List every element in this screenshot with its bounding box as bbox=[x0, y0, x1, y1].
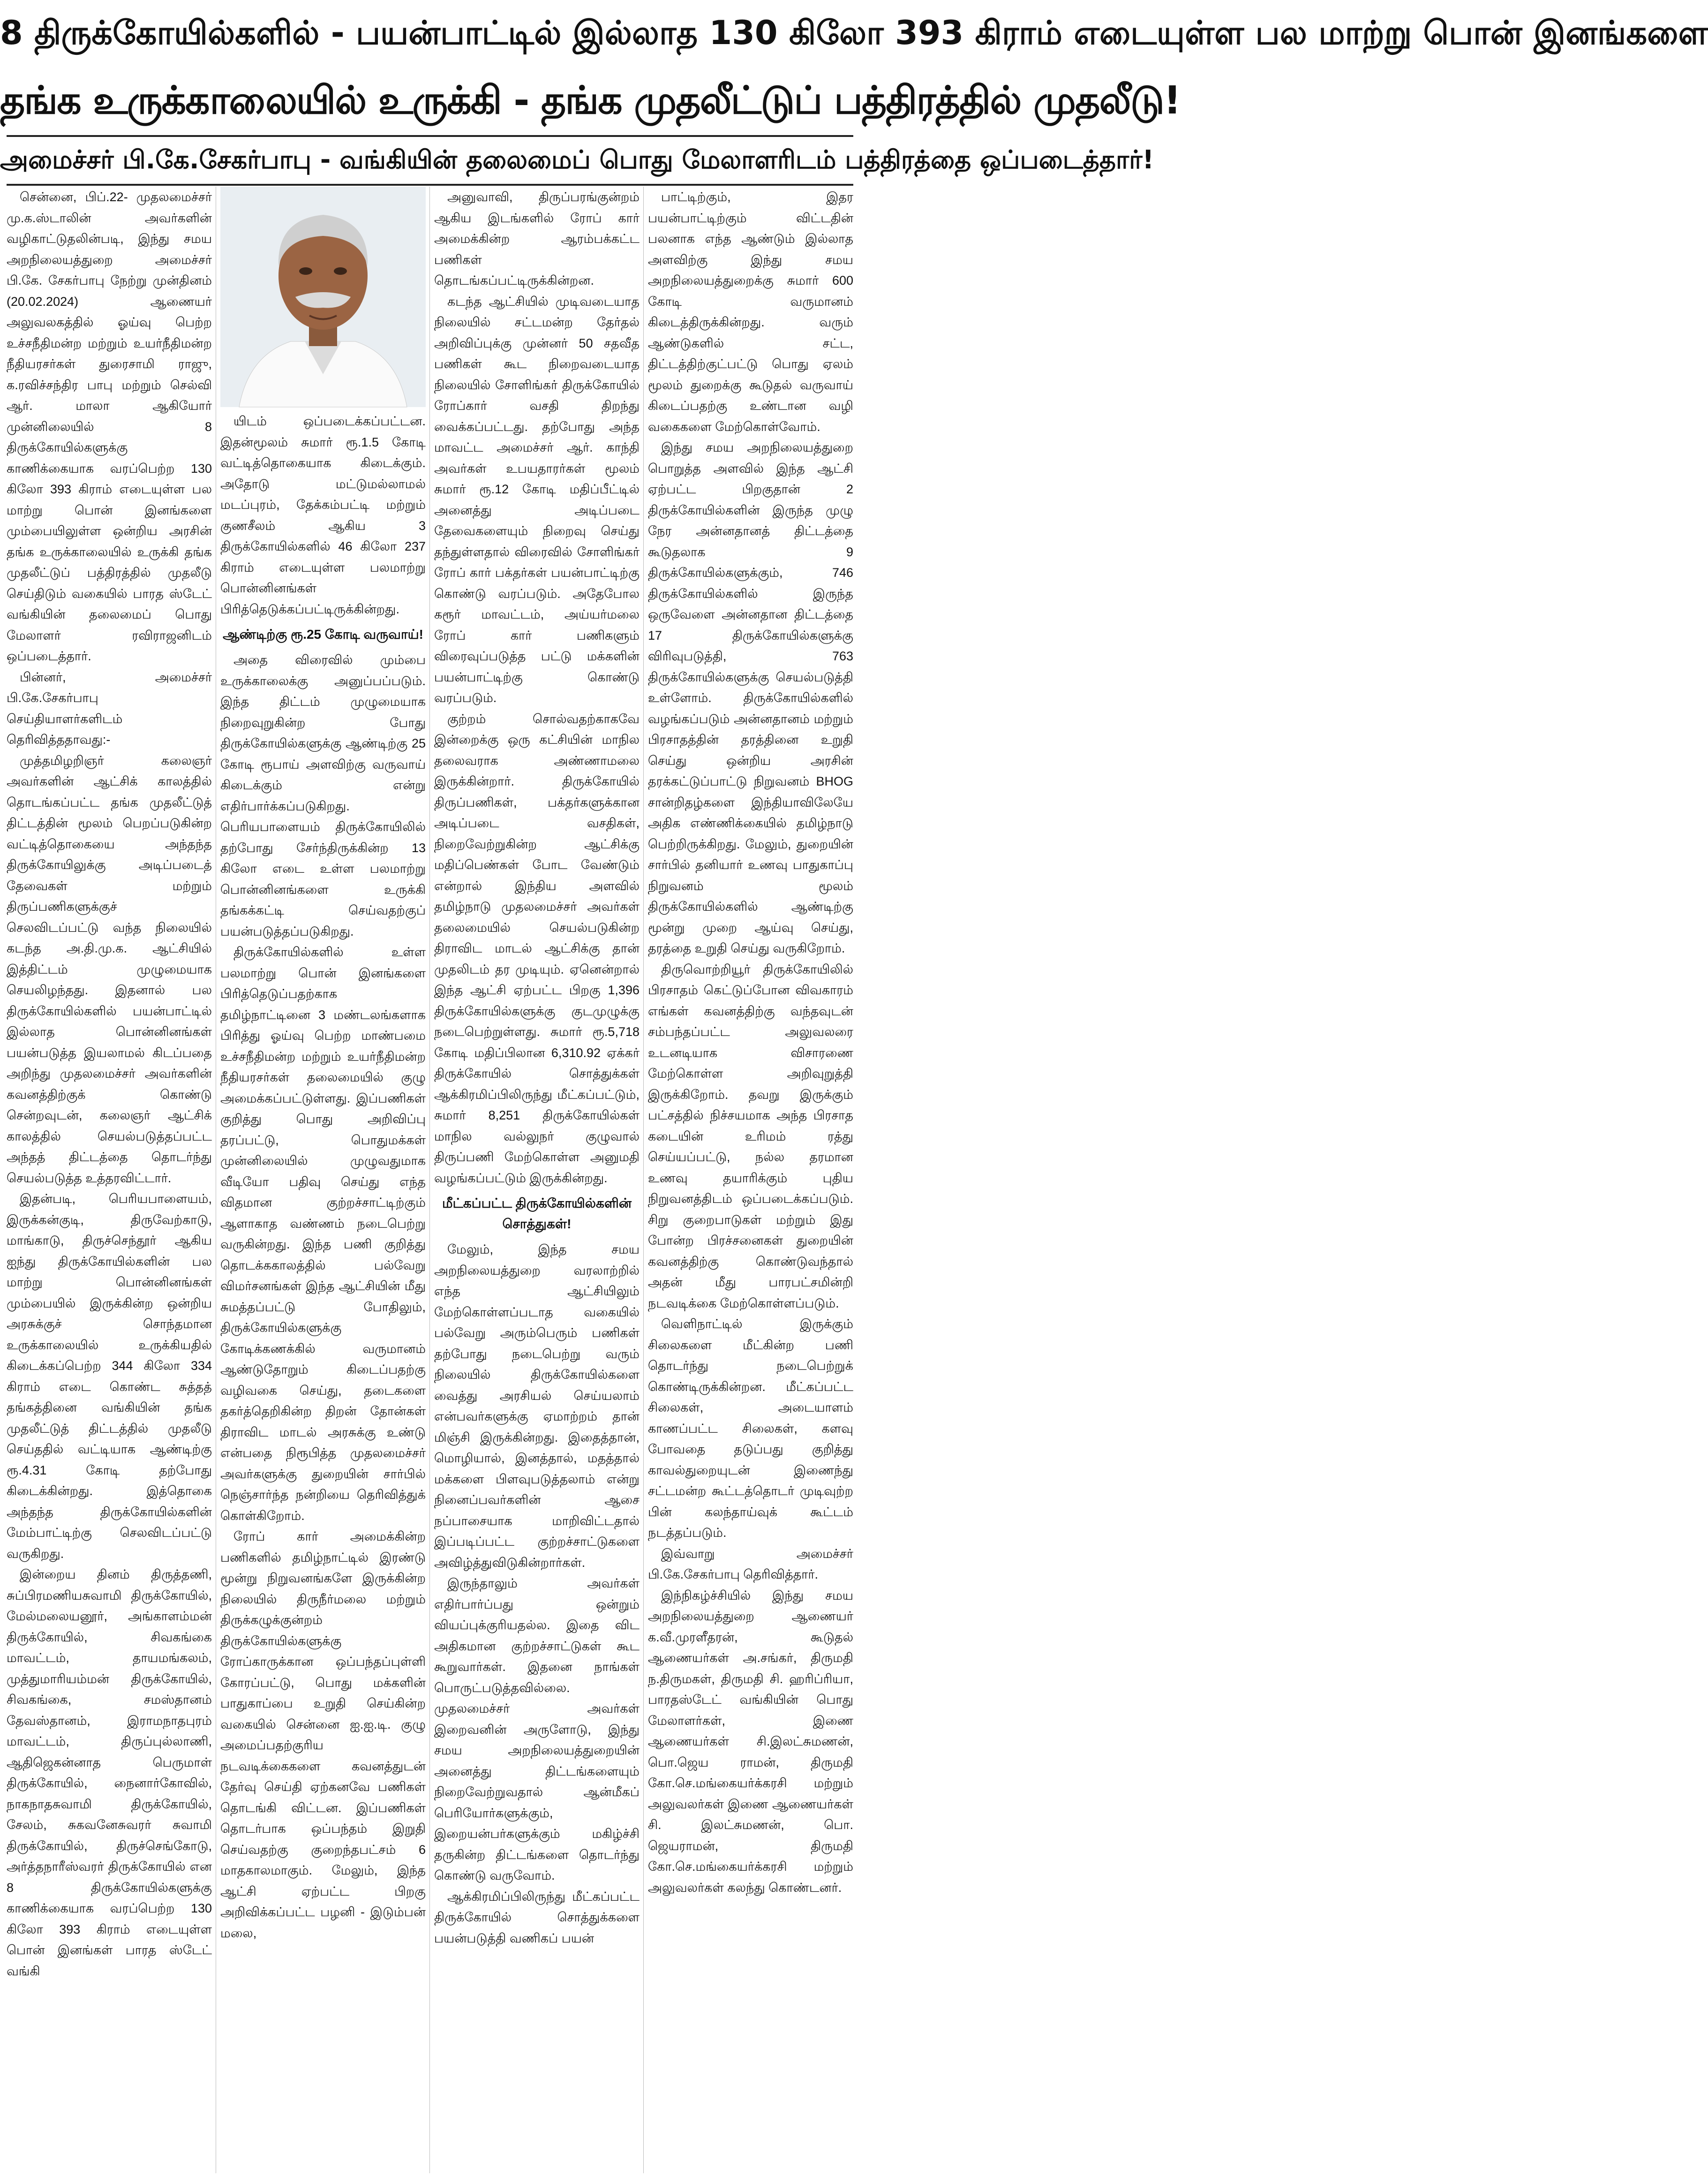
paragraph: இந்து சமய அறநிலையத்துறை பொறுத்த அளவில் இந்த ஆட்சி ஏற்பட்ட பிறகுதான் 2 திருக்கோயில்களின் இருந்த முழு நேர அன்னதானத் திட்டத்தை கூடுதலாக 9 திருக்கோயில்களுக்கும், 746 திருக்கோயில்களில் இருந்த ஒருவேளை அன்னதான திட்டத்தை 17 திருக்கோயில்களுக்கு விரிவுபடுத்தி, 763 திருக்கோயில்களுக்கு செயல்படுத்தி உள்ளோம். திருக்கோயில்களில் வழங்கப்படும் அன்னதானம் மற்றும் பிரசாதத்தின் தரத்தினை உறுதி செய்து ஒன்றிய அரசின் தரக்கட்டுப்பாட்டு நிறுவனம் BHOG சான்றிதழ்களை இந்தியாவிலேயே அதிக எண்ணிக்கையில் தமிழ்நாடு பெற்றிருக்கிறது. மேலும், துறையின் சார்பில் தனியார் உணவு பாதுகாப்பு நிறுவனம் மூலம் திருக்கோயில்களில் ஆண்டிற்கு மூன்று முறை ஆய்வு செய்து, தரத்தை உறுதி செய்து வருகிறோம். bbox=[648, 440, 853, 955]
paragraph: கடந்த ஆட்சியில் முடிவடையாத நிலையில் சட்டமன்ற தேர்தல் அறிவிப்புக்கு முன்னர் 50 சதவீத பணிகள் கூட நிறைவடையாத நிலையில் சோளிங்கர் திருக்கோயில் ரோப்கார் வசதி திறந்து வைக்கப்பட்டது. தற்போது அந்த மாவட்ட அமைச்சர் ஆர். காந்தி அவர்கள் உபயதாரர்கள் மூலம் சுமார் ரூ.12 கோடி மதிப்பீட்டில் அனைத்து அடிப்படை தேவைகளையும் நிறைவு செய்து தந்துள்ளதால் விரைவில் சோளிங்கர் ரோப் கார் பக்தர்கள் பயன்பாட்டிற்கு கொண்டு வரப்படும். அதேபோல கரூர் மாவட்டம், அய்யர்மலை ரோப் கார் பணிகளும் விரைவுப்படுத்த பட்டு மக்களின் பயன்பாட்டிற்கு கொண்டு வரப்படும். bbox=[434, 294, 640, 705]
paragraph: குற்றம் சொல்வதற்காகவே இன்றைக்கு ஒரு கட்சியின் மாநில தலைவராக அண்ணாமலை இருக்கின்றார். திருக்கோயில் திருப்பணிகள், பக்தர்களுக்கான அடிப்படை வசதிகள், நிறைவேற்றுகின்ற ஆட்சிக்கு மதிப்பெண்கள் போட வேண்டும் என்றால் இந்திய அளவில் தமிழ்நாடு முதலமைச்சர் அவர்கள் தலைமையில் செயல்படுகின்ற திராவிட மாடல் ஆட்சிக்கு தான் முதலிடம் தர முடியும். ஏனென்றால் இந்த ஆட்சி ஏற்பட்ட பிறகு 1,396 திருக்கோயில்களுக்கு குடமுழுக்கு நடைபெற்றுள்ளது. சுமார் ரூ.5,718 கோடி மதிப்பிலான 6,310.92 ஏக்கர் திருக்கோயில் சொத்துக்கள் ஆக்கிரமிப்பிலிருந்து மீட்கப்பட்டும், சுமார் 8,251 திருக்கோயில்கள் மாநில வல்லுநர் குழுவால் திருப்பணி மேற்கொள்ள அனுமதி வழங்கப்பட்டும் இருக்கின்றது. bbox=[434, 711, 640, 1185]
paragraph: திருக்கோயில்களில் உள்ள பலமாற்று பொன் இனங்களை பிரித்தெடுப்பதற்காக தமிழ்நாட்டினை 3 மண்டலங்களாக பிரித்து ஓய்வு பெற்ற மாண்பமை உச்சநீதிமன்ற மற்றும் உயர்நீதிமன்ற நீதியரசர்கள் தலைமையில் குழு அமைக்கப்பட்டுள்ளது. இப்பணிகள் குறித்து பொது அறிவிப்பு தரப்பட்டு, பொதுமக்கள் முன்னிலையில் முழுவதுமாக வீடியோ பதிவு செய்து எந்த விதமான குற்றச்சாட்டிற்கும் ஆளாகாத வண்ணம் நடைபெற்று வருகின்றது. இந்த பணி குறித்து தொடக்ககாலத்தில் பல்வேறு விமர்சனங்கள் இந்த ஆட்சியின் மீது சுமத்தப்பட்டு போதிலும், திருக்கோயில்களுக்கு கோடிக்கணக்கில் வருமானம் ஆண்டுதோறும் கிடைப்பதற்கு வழிவகை செய்து, தடைகளை தகர்த்தெறிகின்ற திறன் தோன்கள் திராவிட மாடல் அரசுக்கு உண்டு என்பதை நிரூபித்த முதலமைச்சர் அவர்களுக்கு துறையின் சார்பில் நெஞ்சார்ந்த நன்றியை தெரிவித்துக் கொள்கிறோம். bbox=[220, 945, 426, 1523]
paragraph: திருவொற்றியூர் திருக்கோயிலில் பிரசாதம் கெட்டுப்போன விவகாரம் எங்கள் கவனத்திற்கு வந்தவுடன் சம்பந்தப்பட்ட அலுவலரை உடனடியாக விசாரணை மேற்கொள்ள அறிவுறுத்தி இருக்கிறோம். தவறு இருக்கும் பட்சத்தில் நிச்சயமாக அந்த பிரசாத கடையின் உரிமம் ரத்து செய்யப்பட்டு, நல்ல தரமான உணவு தயாரிக்கும் புதிய நிறுவனத்திடம் ஒப்படைக்கப்படும். சிறு குறைபாடுகள் மற்றும் இது போன்ற பிரச்சனைகள் துறையின் கவனத்திற்கு கொண்டுவந்தால் அதன் மீது பாரபட்சமின்றி நடவடிக்கை மேற்கொள்ளப்படும். bbox=[648, 962, 853, 1310]
column-3-text-after bbox=[434, 1239, 640, 1949]
article-column-3 bbox=[434, 187, 640, 2173]
minister-portrait-photo bbox=[220, 187, 426, 407]
paragraph: இருந்தாலும் அவர்கள் எதிர்பார்ப்பது ஒன்றும் வியப்புக்குரியதல்ல. இதை விட அதிகமான குற்றச்சாட்டுகள் கூட கூறுவார்கள். இதனை நாங்கள் பொருட்படுத்தவில்லை. முதலமைச்சர் அவர்கள் இறைவனின் அருளோடு, இந்து சமய அறநிலையத்துறையின் அனைத்து திட்டங்களையும் நிறைவேற்றுவதால் ஆன்மீகப் பெரியோர்களுக்கும், இறையன்பர்களுக்கும் மகிழ்ச்சி தருகின்ற திட்டங்களை தொடர்ந்து கொண்டு வருவோம். bbox=[434, 1576, 640, 1882]
subhead-rule bbox=[7, 184, 853, 186]
portrait-illustration bbox=[220, 187, 426, 407]
column-divider bbox=[643, 187, 644, 2173]
article-column-1 bbox=[7, 187, 212, 2173]
sub-headline: அமைச்சர் பி.கே.சேகர்பாபு - வங்கியின் தலைமைப் பொது மேலாளரிடம் பத்திரத்தை ஒப்படைத்தார்! bbox=[0, 145, 1154, 174]
paragraph: ரோப் கார் அமைக்கின்ற பணிகளில் தமிழ்நாட்டில் இரண்டு மூன்று நிறுவனங்களே இருக்கின்ற நிலையில் திருநீர்மலை மற்றும் திருக்கழுக்குன்றம் திருக்கோயில்களுக்கு ரோப்காருக்கான ஒப்பந்தப்புள்ளி கோரப்பட்டு, பொது மக்களின் பாதுகாப்பை உறுதி செய்கின்ற வகையில் சென்னை ஐ.ஐ.டி. குழு அமைப்பதற்குரிய நடவடிக்கைகளை கவனத்துடன் தேர்வு செய்தி ஏற்கனவே பணிகள் தொடங்கி விட்டன. இப்பணிகள் தொடர்பாக ஒப்பந்தம் இறுதி செய்வதற்கு குறைந்தபட்சம் 6 மாதகாலமாகும். மேலும், இந்த ஆட்சி ஏற்பட்ட பிறகு அறிவிக்கப்பட்ட பழனி - இடும்பன் மலை, bbox=[220, 1529, 426, 1940]
paragraph: இன்றைய தினம் திருத்தணி, சுப்பிரமணியசுவாமி திருக்கோயில், மேல்மலையனூர், அங்காளம்மன் திருக்கோயில், சிவகங்கை மாவட்டம், தாயமங்கலம், முத்துமாரியம்மன் திருக்கோயில், சிவகங்கை, சமஸ்தானம் தேவஸ்தானம், இராமநாதபுரம் மாவட்டம், திருப்புல்லாணி, ஆதிஜெகன்னாத பெருமாள் திருக்கோயில், நைனார்கோவில், நாகநாதசுவாமி திருக்கோயில், சேலம், சுகவனேசுவரர் சுவாமி திருக்கோயில், திருச்செங்கோடு, அர்த்தநாரீஸ்வரர் திருக்கோயில் என 8 திருக்கோயில்களுக்கு காணிக்கையாக வரப்பெற்ற 130 கிலோ 393 கிராம் எடையுள்ள பொன் இனங்கள் பாரத ஸ்டேட் வங்கி bbox=[7, 1567, 212, 1978]
paragraph: அதை விரைவில் மும்பை உருக்காலைக்கு அனுப்பப்படும். இந்த திட்டம் முழுமையாக நிறைவுறுகின்ற போது திருக்கோயில்களுக்கு ஆண்டிற்கு 25 கோடி ரூபாய் அளவிற்கு வருவாய் கிடைக்கும் என்று எதிர்பார்க்கப்படுகிறது. பெரியபாளையம் திருக்கோயிலில் தற்போது சேர்ந்திருக்கின்ற 13 கிலோ எடை உள்ள பலமாற்று பொன்னினங்களை உருக்கி தங்கக்கட்டி செய்வதற்குப் பயன்படுத்தப்படுகிறது. bbox=[220, 653, 426, 938]
column-2-text bbox=[220, 411, 426, 620]
paragraph: இவ்வாறு அமைச்சர் பி.கே.சேகர்பாபு தெரிவித்தார். bbox=[648, 1546, 853, 1581]
column-divider bbox=[429, 187, 430, 2173]
article-column-4 bbox=[648, 187, 853, 2173]
paragraph: சென்னை, பிப்.22- முதலமைச்சர் மு.க.ஸ்டாலின் அவர்களின் வழிகாட்டுதலின்படி, இந்து சமய அறநிலையத்துறை அமைச்சர் பி.கே. சேகர்பாபு நேற்று முன்தினம் (20.02.2024) ஆணையர் அலுவலகத்தில் ஓய்வு பெற்ற உச்சநீதிமன்ற மற்றும் உயர்நீதிமன்ற நீதியரசர்கள் துரைசாமி ராஜு, க.ரவிச்சந்திர பாபு மற்றும் செல்வி ஆர். மாலா ஆகியோர் முன்னிலையில் 8 திருக்கோயில்களுக்கு காணிக்கையாக வரப்பெற்ற 130 கிலோ 393 கிராம் எடையுள்ள பல மாற்று பொன் இனங்களை மும்பையிலுள்ள ஒன்றிய அரசின் தங்க உருக்காலையில் உருக்கி தங்க முதலீட்டுப் பத்திரத்தில் முதலீடு செய்திடும் வகையில் பாரத ஸ்டேட் வங்கியின் தலைமைப் பொது மேலாளர் ரவிராஜனிடம் ஒப்படைத்தார். bbox=[7, 190, 212, 663]
paragraph: பாட்டிற்கும், இதர பயன்பாட்டிற்கும் விட்டதின் பலனாக எந்த ஆண்டும் இல்லாத அளவிற்கு இந்து சமய அறநிலையத்துறைக்கு சுமார் 600 கோடி வருமானம் கிடைத்திருக்கின்றது. வரும் ஆண்டுகளில் சட்ட, திட்டத்திற்குட்பட்டு பொது ஏலம் மூலம் துறைக்கு கூடுதல் வருவாய் கிடைப்பதற்கு உண்டான வழி வகைகளை மேற்கொள்வோம். bbox=[648, 190, 853, 434]
main-headline: தங்க உருக்காலையில் உருக்கி - தங்க முதலீட்டுப் பத்திரத்தில் முதலீடு! bbox=[0, 78, 1181, 123]
paragraph: அனுவாவி, திருப்பரங்குன்றம் ஆகிய இடங்களில் ரோப் கார் அமைக்கின்ற ஆரம்பக்கட்ட பணிகள் தொடங்கப்பட்டிருக்கின்றன. bbox=[434, 190, 640, 287]
paragraph: இந்நிகழ்ச்சியில் இந்து சமய அறநிலையத்துறை ஆணையர் க.வீ.முரளீதரன், கூடுதல் ஆணையர்கள் அ.சங்கர், திருமதி ந.திருமகள், திருமதி சி. ஹரிப்ரியா, பாரதஸ்டேட் வங்கியின் பொது மேலாளர்கள், இணை ஆணையர்கள் சி.இலட்சுமணன், பொ.ஜெய ராமன், திருமதி கோ.செ.மங்கையர்க்கரசி மற்றும் அலுவலர்கள் இணை ஆணையர்கள் சி. இலட்சுமணன், பொ. ஜெயராமன், திருமதி கோ.செ.மங்கையர்க்கரசி மற்றும் அலுவலர்கள் கலந்து கொண்டனர். bbox=[648, 1588, 853, 1895]
column-2-text-after bbox=[220, 650, 426, 1943]
paragraph: யிடம் ஒப்படைக்கப்பட்டன. இதன்மூலம் சுமார் ரூ.1.5 கோடி வட்டித்தொகையாக கிடைக்கும். அதோடு மட்டுமல்லாமல் மடப்புரம், தேக்கம்பட்டி மற்றும் குணசீலம் ஆகிய 3 திருக்கோயில்களில் 46 கிலோ 237 கிராம் எடையுள்ள பலமாற்று பொன்னினங்கள் பிரித்தெடுக்கப்பட்டிருக்கின்றது. bbox=[220, 414, 426, 616]
paragraph: வெளிநாட்டில் இருக்கும் சிலைகளை மீட்கின்ற பணி தொடர்ந்து நடைபெற்றுக் கொண்டிருக்கின்றன. மீட்கப்பட்ட சிலைகள், அடையாளம் காணப்பட்ட சிலைகள், களவு போவதை தடுப்பது குறித்து காவல்துறையுடன் இணைந்து சட்டமன்ற கூட்டத்தொடர் முடிவுற்ற பின் கலந்தாய்வுக் கூட்டம் நடத்தப்படும். bbox=[648, 1317, 853, 1540]
article-columns bbox=[7, 187, 853, 2173]
column-3-subtitle: மீட்கப்பட்ட திருக்கோயில்களின் சொத்துகள்! bbox=[442, 1196, 632, 1231]
kicker-line: 8 திருக்கோயில்களில் - பயன்பாட்டில் இல்லாத 130 கிலோ 393 கிராம் எடையுள்ள பல மாற்று பொன் இனங்களை bbox=[0, 14, 1708, 52]
paragraph: பின்னர், அமைச்சர் பி.கே.சேகர்பாபு செய்தியாளர்களிடம் தெரிவித்ததாவது:- bbox=[7, 670, 212, 747]
paragraph: மேலும், இந்த சமய அறநிலையத்துறை வரலாற்றில் எந்த ஆட்சியிலும் மேற்கொள்ளப்படாத வகையில் பல்வேறு அரும்பெரும் பணிகள் தற்போது நடைபெற்று வரும் நிலையில் திருக்கோயில்களை வைத்து அரசியல் செய்யலாம் என்பவர்களுக்கு ஏமாற்றம் தான் மிஞ்சி இருக்கின்றது. இதைத்தான், மொழியால், இனத்தால், மதத்தால் மக்களை பிளவுபடுத்தலாம் என்று நினைப்பவர்களின் ஆசை நப்பாசையாக மாறிவிட்டதால் இப்படிப்பட்ட குற்றச்சாட்டுகளை அவிழ்த்துவிடுகின்றார்கள். bbox=[434, 1242, 640, 1570]
column-2-subtitle: ஆண்டிற்கு ரூ.25 கோடி வருவாய்! bbox=[223, 627, 423, 642]
article-column-2 bbox=[220, 187, 426, 2173]
paragraph: ஆக்கிரமிப்பிலிருந்து மீட்கப்பட்ட திருக்கோயில் சொத்துக்களை பயன்படுத்தி வணிகப் பயன் bbox=[434, 1889, 640, 1945]
paragraph: முத்தமிழறிஞர் கலைஞர் அவர்களின் ஆட்சிக் காலத்தில் தொடங்கப்பட்ட தங்க முதலீட்டுத் திட்டத்தின் மூலம் பெறப்படுகின்ற வட்டித்தொகையை அந்தந்த திருக்கோயிலுக்கு அடிப்படைத் தேவைகள் மற்றும் திருப்பணிகளுக்குச் செலவிடப்பட்டு வந்த நிலையில் கடந்த அ.தி.மு.க. ஆட்சியில் இத்திட்டம் முழுமையாக செயலிழந்தது. இதனால் பல திருக்கோயில்களில் பயன்பாட்டில் இல்லாத பொன்னினங்கள் பயன்படுத்த இயலாமல் கிடப்பதை அறிந்து முதலமைச்சர் அவர்களின் கவனத்திற்குக் கொண்டு சென்றவுடன், கலைஞர் ஆட்சிக் காலத்தில் செயல்படுத்தப்பட்ட அந்தத் திட்டத்தை தொடர்ந்து செயல்படுத்த உத்தரவிட்டார். bbox=[7, 753, 212, 1185]
column-3-text bbox=[434, 187, 640, 1188]
paragraph: இதன்படி, பெரியபாளையம், இருக்கன்குடி, திருவேற்காடு, மாங்காடு, திருச்செந்தூர் ஆகிய ஐந்து திருக்கோயில்களின் பல மாற்று பொன்னினங்கள் மும்பையில் இருக்கின்ற ஒன்றிய அரசுக்குச் சொந்தமான உருக்காலையில் உருக்கியதில் கிடைக்கப்பெற்ற 344 கிலோ 334 கிராம் எடை கொண்ட சுத்தத் தங்கத்தினை வங்கியின் தங்க முதலீட்டுத் திட்டத்தில் முதலீடு செய்ததில் வட்டியாக ஆண்டிற்கு ரூ.4.31 கோடி தற்போது கிடைக்கின்றது. இத்தொகை அந்தந்த திருக்கோயில்களின் மேம்பாட்டிற்கு செலவிடப்பட்டு வருகிறது. bbox=[7, 1192, 212, 1561]
